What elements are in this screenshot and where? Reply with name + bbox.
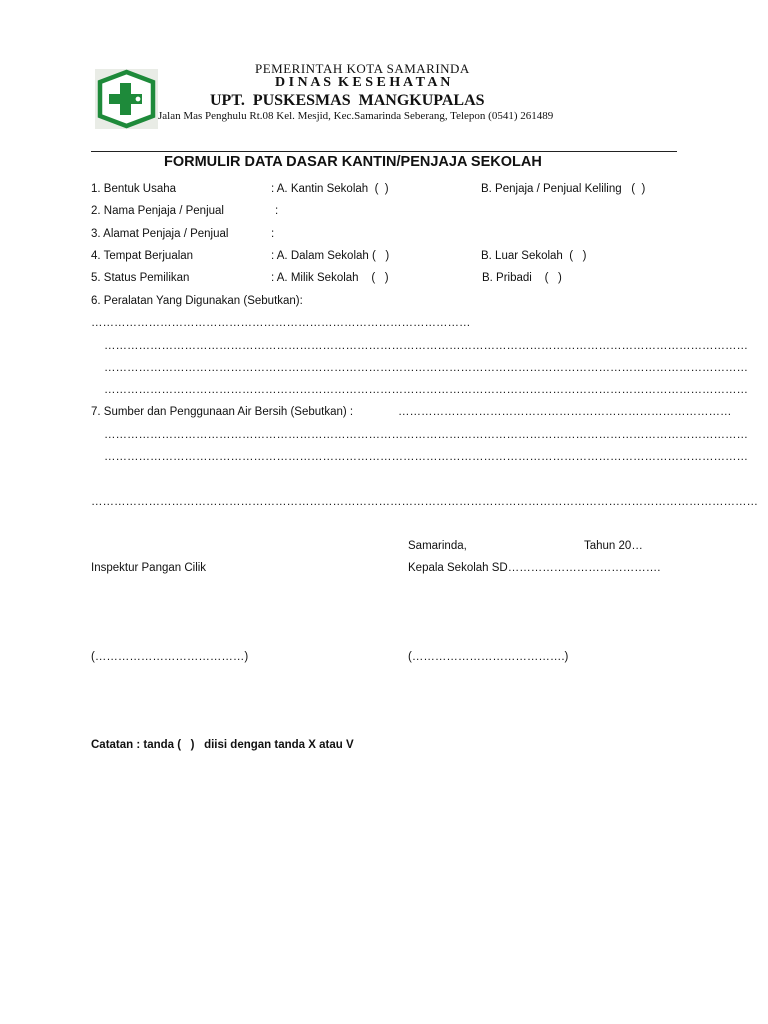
q6-label: 6. Peralatan Yang Digunakan (Sebutkan): [91,295,303,307]
field-label-5: 5. Status Pemilikan [91,272,190,284]
q6-dotted-line[interactable]: …………………………………………………………………………………………………………………………………………………… [104,362,748,374]
field-option-b-5[interactable]: B. Pribadi ( ) [482,272,562,284]
header-institution: UPT. PUSKESMAS MANGKUPALAS [210,92,485,109]
field-input-2[interactable]: : [275,205,279,217]
field-label-1: 1. Bentuk Usaha [91,183,177,195]
field-option-b-4[interactable]: B. Luar Sekolah ( ) [481,250,587,262]
header-department: D I N A S K E S E H A T A N [275,75,451,90]
field-option-a-5[interactable]: : A. Milik Sekolah ( ) [271,272,389,284]
header-government: PEMERINTAH KOTA SAMARINDA [255,61,470,76]
signature-left-name[interactable]: (…………………………………) [91,651,249,663]
q7-dotted-line[interactable]: ………………………………………………………………………………………………………………………………………………………… [91,496,758,508]
field-option-b-1[interactable]: B. Penjaja / Penjual Keliling ( ) [481,183,646,195]
field-input-3[interactable]: : [271,228,275,240]
header-divider [91,151,677,152]
q6-dotted-line[interactable]: …………………………………………………………………………………………………………………………………………………… [104,384,748,396]
note-text: Catatan : tanda ( ) diisi dengan tanda X atau V [91,739,354,751]
field-option-a-1[interactable]: : A. Kantin Sekolah ( ) [271,183,389,195]
field-option-a-4[interactable]: : A. Dalam Sekolah ( ) [271,250,390,262]
q7-dotted-line[interactable]: …………………………………………………………………………… [398,406,732,418]
field-label-4: 4. Tempat Berjualan [91,250,194,262]
header-address: Jalan Mas Penghulu Rt.08 Kel. Mesjid, Kec.Samarinda Seberang, Telepon (0541) 261489 [158,110,554,122]
form-title: FORMULIR DATA DASAR KANTIN/PENJAJA SEKOLAH [164,154,542,170]
signature-year: Tahun 20… [584,540,643,552]
q7-dotted-line[interactable]: …………………………………………………………………………………………………………………………………………………… [104,429,748,441]
signature-left-role: Inspektur Pangan Cilik [91,562,207,574]
signature-place: Samarinda, [408,540,467,552]
puskesmas-logo-icon [95,69,158,129]
signature-right-role[interactable]: Kepala Sekolah SD…………………………………. [408,562,661,574]
field-label-3: 3. Alamat Penjaja / Penjual [91,228,229,240]
signature-right-name[interactable]: (………………………………….) [408,651,569,663]
q7-dotted-line[interactable]: …………………………………………………………………………………………………………………………………………………… [104,451,748,463]
q6-dotted-line[interactable]: …………………………………………………………………………………………………………………………………………………… [104,340,748,352]
q6-dotted-line[interactable]: ……………………………………………………………………………………… [91,317,471,329]
field-label-2: 2. Nama Penjaja / Penjual [91,205,224,217]
q7-label: 7. Sumber dan Penggunaan Air Bersih (Sebutkan) : [91,406,354,418]
